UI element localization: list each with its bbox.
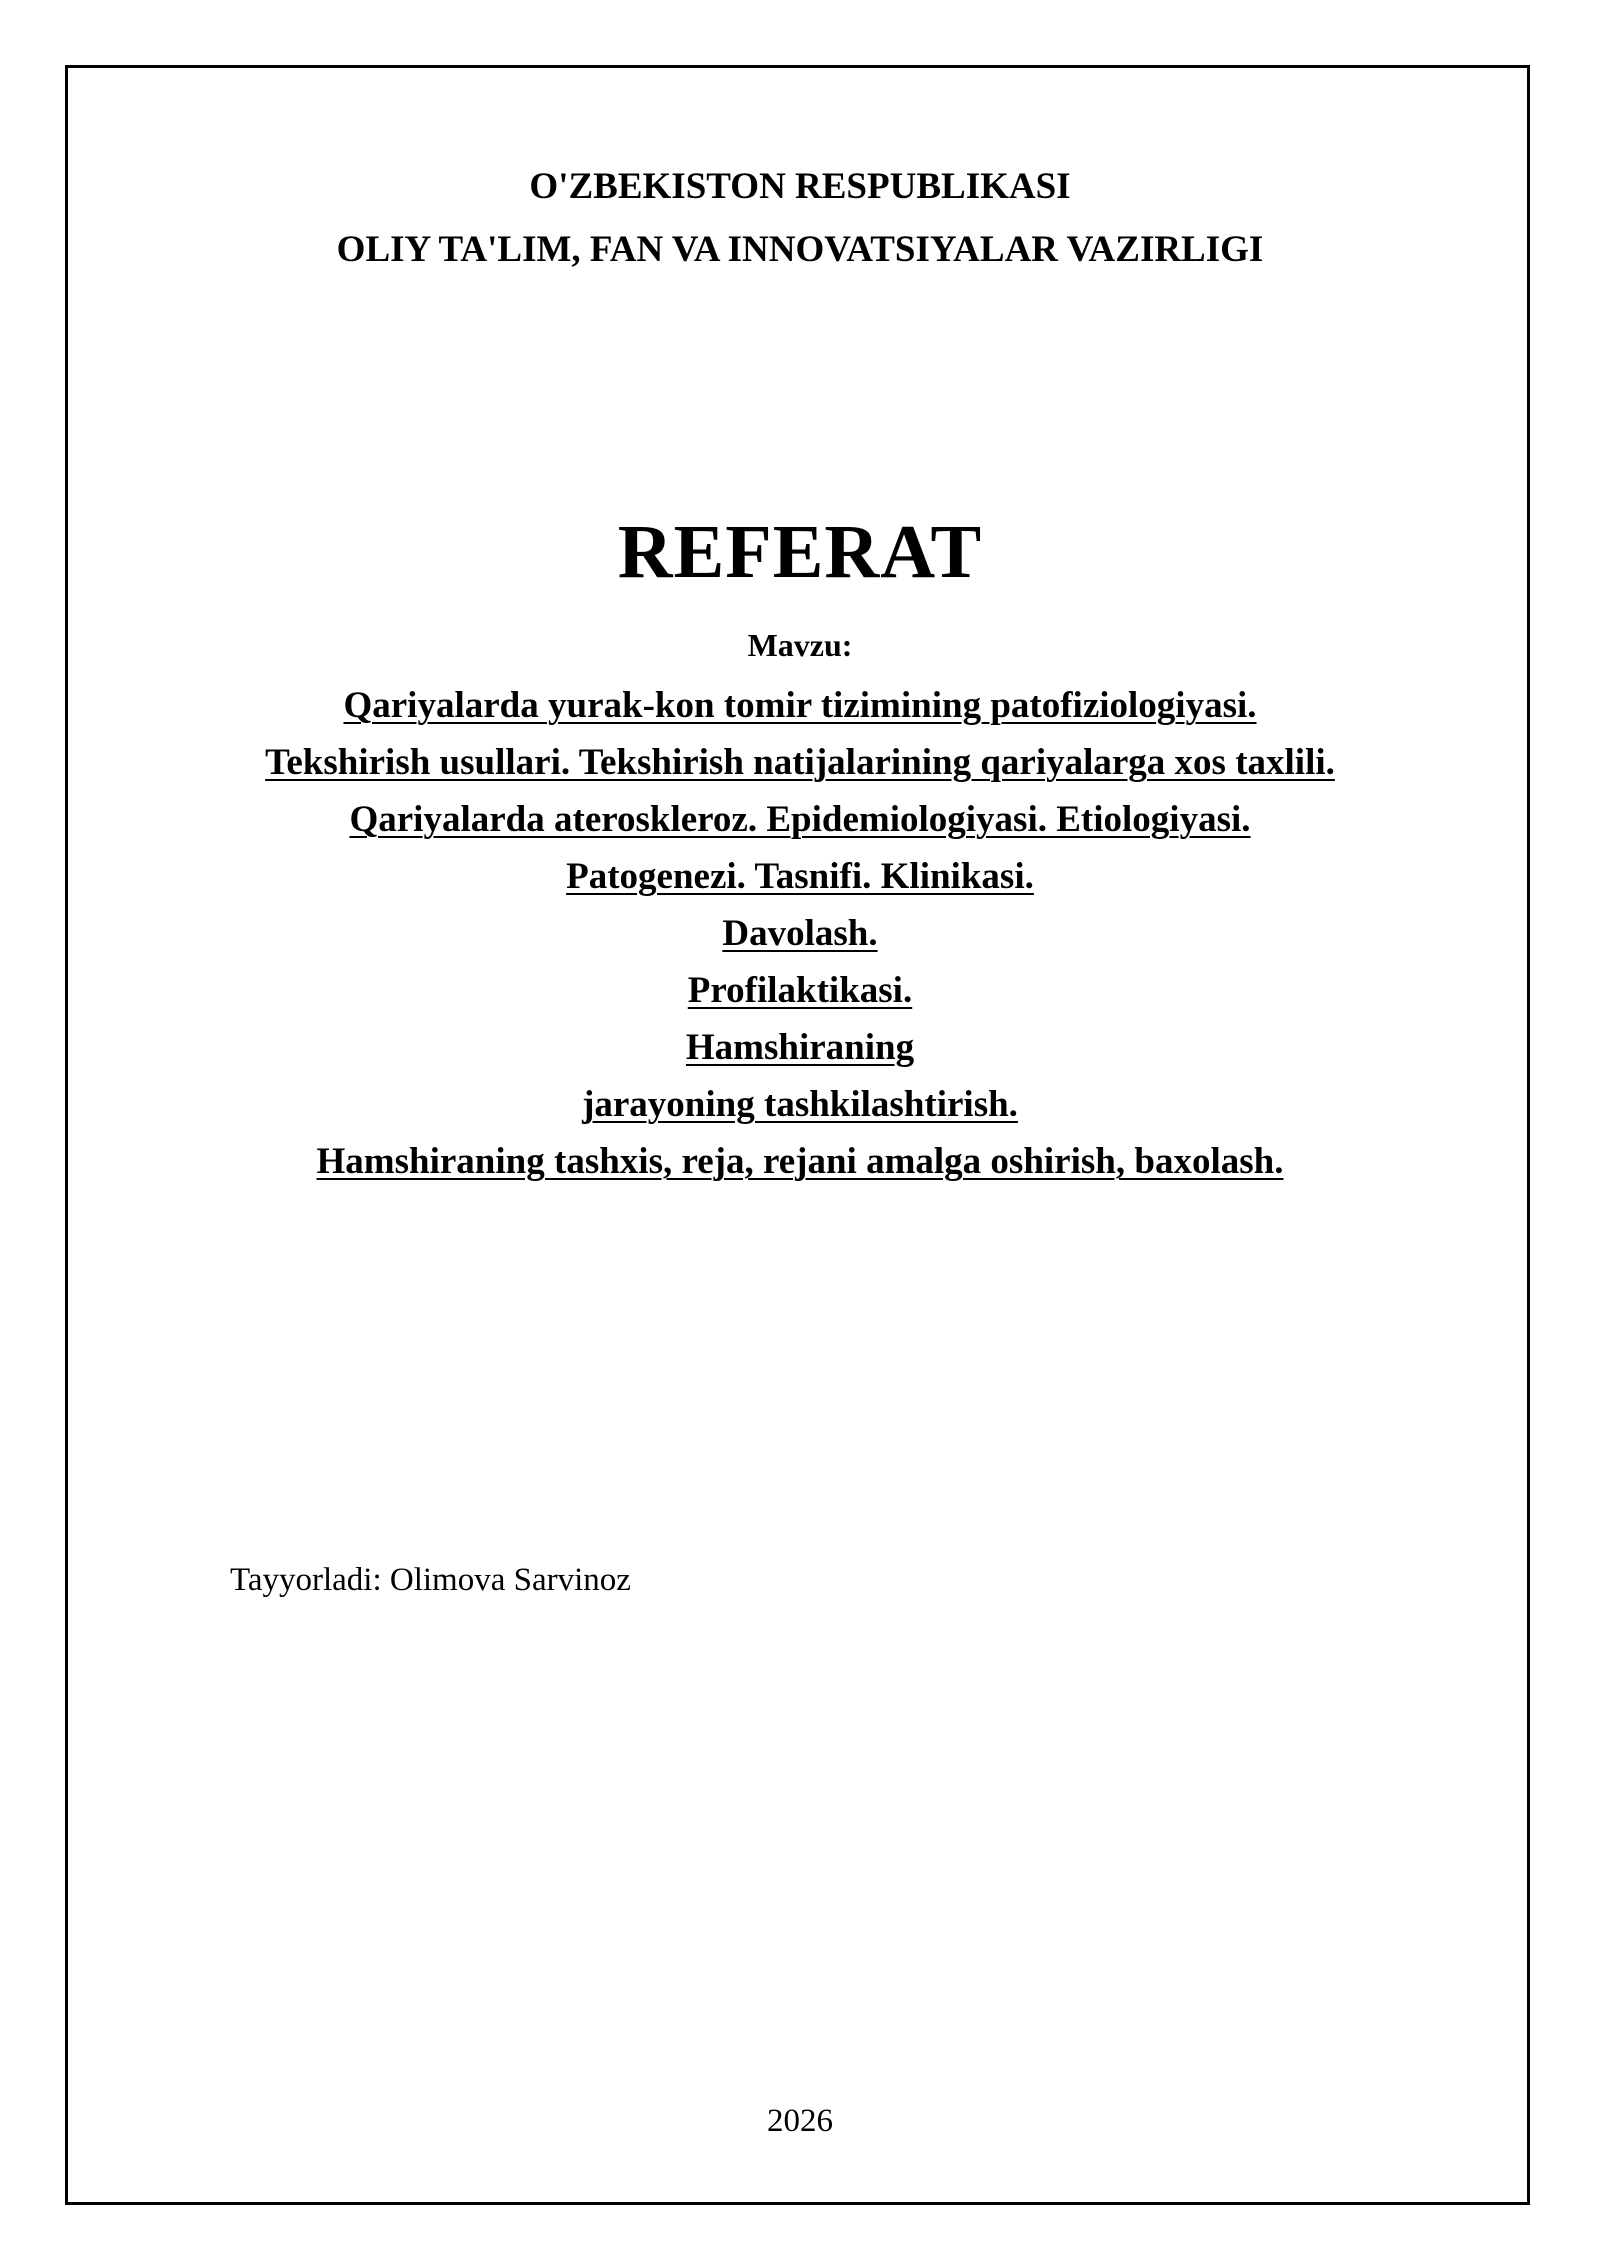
document-title: REFERAT [617, 510, 983, 594]
topic-line: Davolash. [722, 913, 878, 954]
topic-line: Tekshirish usullari. Tekshirish natijalarining qariyalarga xos taxlili. [265, 742, 1335, 783]
topic-line: Qariyalarda ateroskleroz. Epidemiologiyasi. Etiologiyasi. [349, 799, 1251, 840]
author-credit: Tayyorladi: Olimova Sarvinoz [230, 1562, 631, 1598]
topic-label: Mavzu: [747, 627, 853, 663]
topic-line: Qariyalarda yurak-kon tomir tizimining patofiziologiyasi. [343, 685, 1257, 726]
topic-line: Hamshiraning [685, 1027, 915, 1068]
topic-line: jarayoning tashkilashtirish. [582, 1084, 1018, 1125]
topic-line: Hamshiraning tashxis, reja, rejani amalga oshirish, baxolash. [316, 1141, 1284, 1182]
year: 2026 [767, 2103, 833, 2139]
topic-line: Patogenezi. Tasnifi. Klinikasi. [566, 856, 1034, 897]
ministry-name: OLIY TA'LIM, FAN VA INNOVATSIYALAR VAZIRLIGI [336, 229, 1264, 270]
country-name: O'ZBEKISTON RESPUBLIKASI [529, 166, 1071, 207]
topic-block [0, 677, 1600, 1190]
topic-line: Profilaktikasi. [687, 970, 913, 1011]
ministry-header [0, 155, 1600, 281]
